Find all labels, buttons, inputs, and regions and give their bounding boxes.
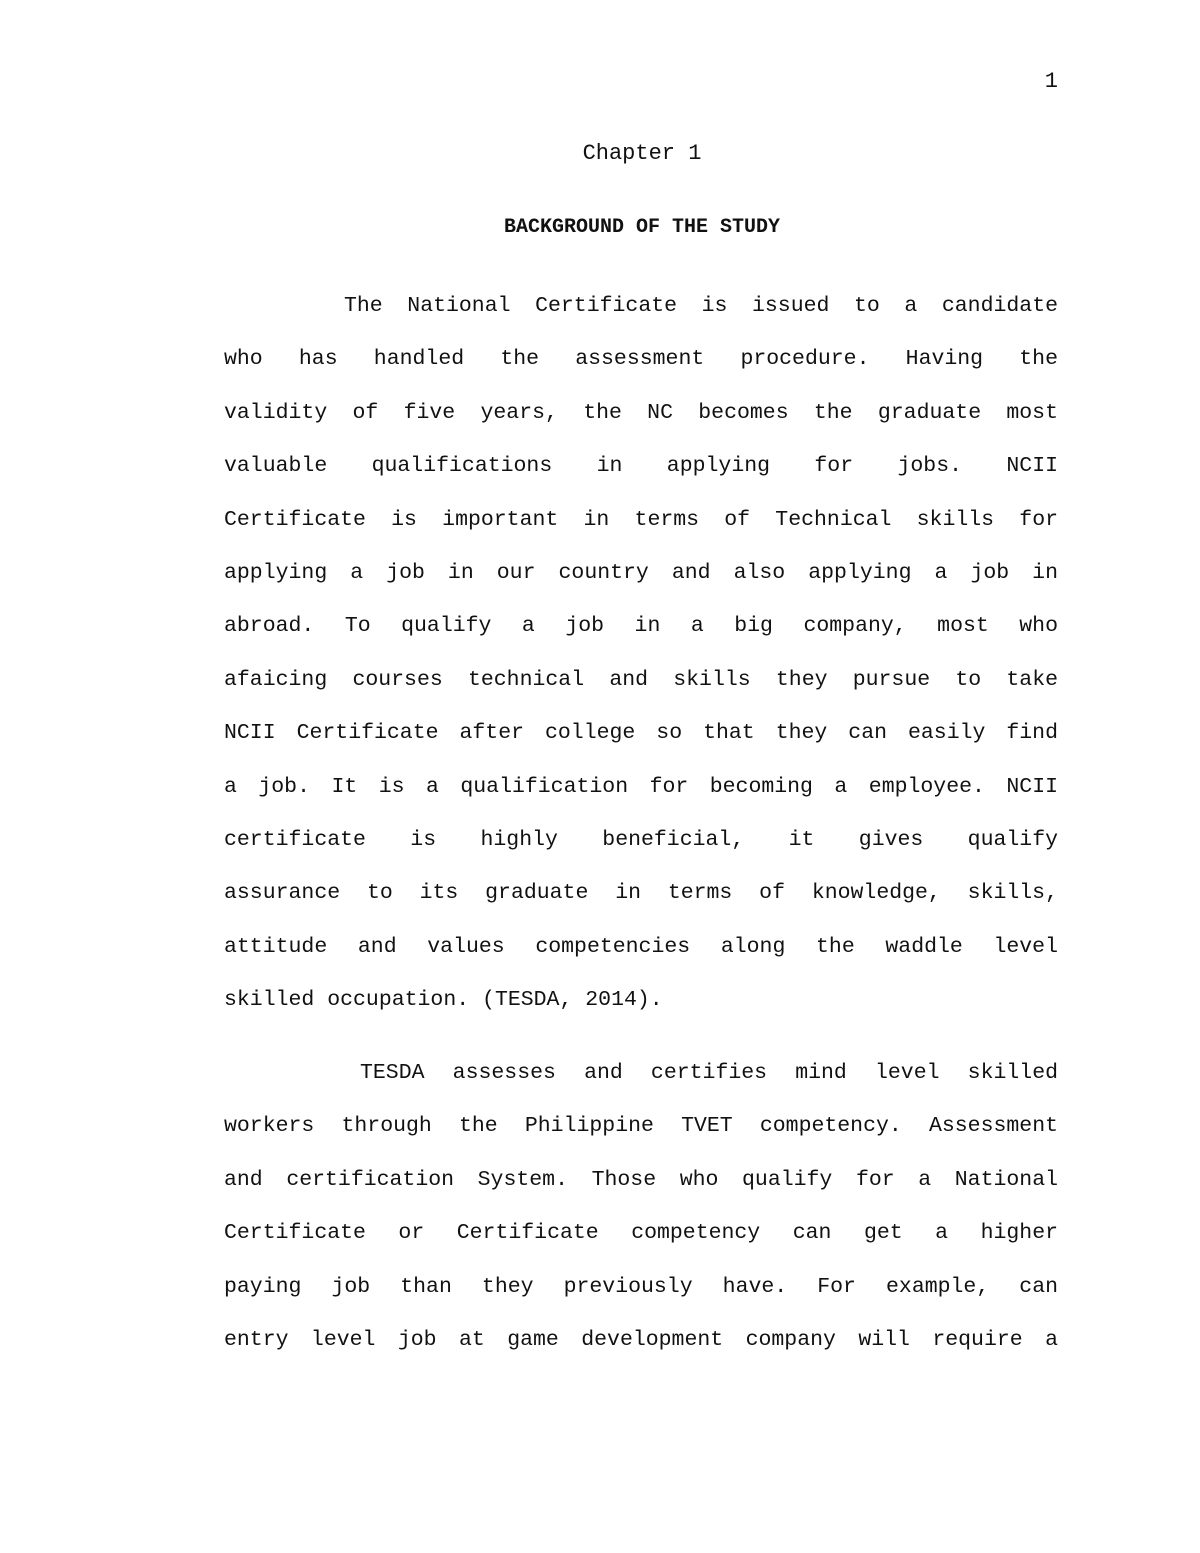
paragraph-line: Certificate or Certificate competency can get a higher <box>224 1221 1058 1246</box>
paragraph-line: who has handled the assessment procedure. Having the <box>224 347 1058 372</box>
paragraph-line: assurance to its graduate in terms of knowledge, skills, <box>224 881 1058 906</box>
paragraph-line: valuable qualifications in applying for jobs. NCII <box>224 454 1058 479</box>
paragraph-2 <box>224 1047 1058 1367</box>
paragraph-line: Certificate is important in terms of Technical skills for <box>224 507 1058 532</box>
paragraph-line: abroad. To qualify a job in a big company, most who <box>224 614 1058 639</box>
paragraph-line: certificate is highly beneficial, it gives qualify <box>224 827 1058 852</box>
paragraph-line: entry level job at game development company will require a <box>224 1327 1058 1352</box>
paragraph-line: afaicing courses technical and skills they pursue to take <box>224 667 1058 692</box>
chapter-title: Chapter 1 <box>582 141 702 166</box>
paragraph-line: workers through the Philippine TVET competency. Assessment <box>224 1114 1058 1139</box>
section-heading: BACKGROUND OF THE STUDY <box>503 216 781 239</box>
paragraph-line: and certification System. Those who qualify for a National <box>224 1167 1058 1192</box>
paragraph-line: applying a job in our country and also applying a job in <box>224 560 1058 585</box>
paragraph-line: The National Certificate is issued to a candidate <box>344 294 1058 318</box>
page-number: 1 <box>1044 69 1058 94</box>
paragraph-line: validity of five years, the NC becomes the graduate most <box>224 400 1058 425</box>
paragraph-line: TESDA assesses and certifies mind level skilled <box>360 1061 1058 1085</box>
paragraph-line: a job. It is a qualification for becoming a employee. NCII <box>224 774 1058 799</box>
paragraph-line: NCII Certificate after college so that they can easily find <box>224 721 1058 746</box>
paragraph-1 <box>224 280 1058 1027</box>
paragraph-line: attitude and values competencies along the waddle level <box>224 934 1058 959</box>
paragraph-line: skilled occupation. (TESDA, 2014). <box>224 988 663 1013</box>
paragraph-line: paying job than they previously have. For example, can <box>224 1274 1058 1299</box>
